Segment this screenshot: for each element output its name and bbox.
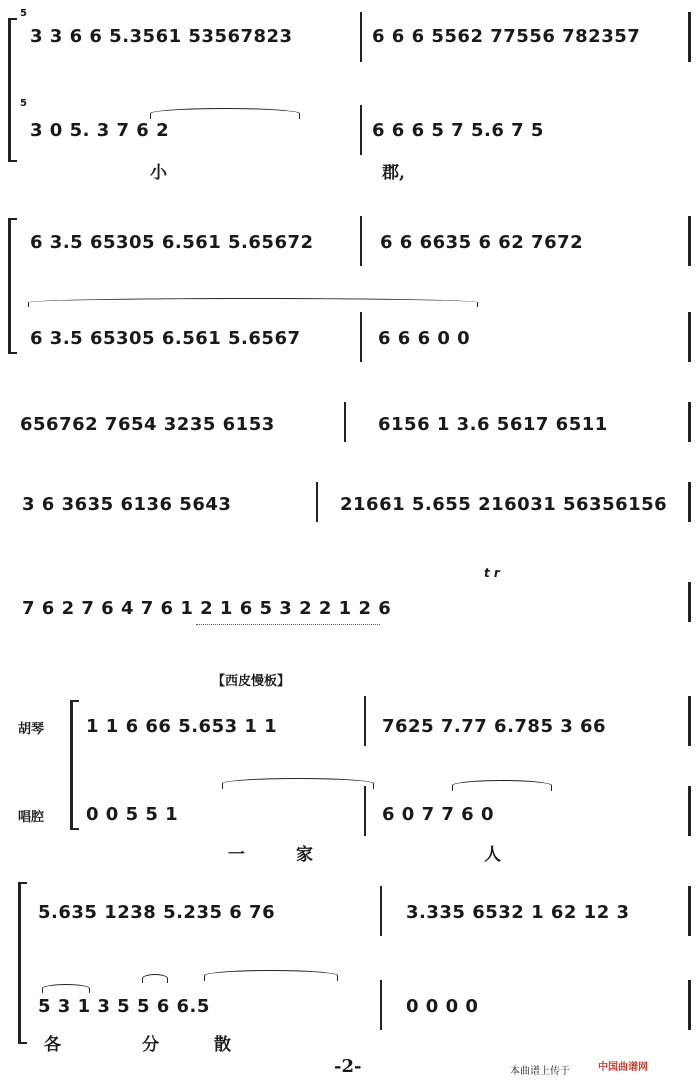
slur xyxy=(42,984,90,993)
melody-segment: 6 0 7 7 6 0 xyxy=(382,804,494,825)
barline xyxy=(380,980,382,1030)
melody-segment: 5 3 1 3 5 5 6 6.5 xyxy=(38,996,210,1017)
melody-segment: 6 6 6 5562 77556 782357 xyxy=(372,26,641,47)
barline xyxy=(688,482,691,522)
lyric: 人 xyxy=(484,845,501,865)
melody-segment: 6 3.5 65305 6.561 5.65672 xyxy=(30,232,314,253)
barline xyxy=(688,216,691,266)
melody-segment: 0 0 5 5 1 xyxy=(86,804,179,825)
melody-segment: 6 3.5 65305 6.561 5.6567 xyxy=(30,328,301,349)
barline xyxy=(688,980,691,1030)
barline xyxy=(688,12,691,62)
barline xyxy=(364,786,366,836)
barline xyxy=(688,696,691,746)
melody-segment: 7 6 2 7 6 4 7 6 1 2 1 6 5 3 2 2 1 2 6 xyxy=(22,598,392,619)
barline xyxy=(360,12,362,62)
lyric: 各 xyxy=(44,1035,61,1055)
slur xyxy=(222,778,374,789)
slur xyxy=(28,298,478,307)
upload-note: 本曲谱上传于 xyxy=(510,1066,570,1077)
barline xyxy=(364,696,366,746)
lyric: 散 xyxy=(214,1035,231,1055)
slur xyxy=(452,780,552,791)
trill-mark: t r xyxy=(484,566,500,580)
system-brace xyxy=(8,18,17,162)
barline xyxy=(380,886,382,936)
melody-segment: 3 0 5. 3 7 6 2 xyxy=(30,120,170,141)
melody-segment: 6156 1 3.6 5617 6511 xyxy=(378,414,608,435)
section-title: 【西皮慢板】 xyxy=(212,674,291,689)
part-label: 唱腔 xyxy=(18,810,45,825)
melody-segment: 656762 7654 3235 6153 xyxy=(20,414,275,435)
lyric: 小 xyxy=(150,163,167,183)
barline xyxy=(360,312,362,362)
melody-segment: 21661 5.655 216031 56356156 xyxy=(340,494,668,515)
barline xyxy=(316,482,318,522)
dotted-line xyxy=(196,624,380,625)
grace-note: 5 xyxy=(20,8,27,19)
slur xyxy=(204,970,338,981)
system-brace xyxy=(18,882,27,1044)
melody-segment: 0 0 0 0 xyxy=(406,996,479,1017)
barline xyxy=(688,402,691,442)
barline xyxy=(688,312,691,362)
melody-segment: 3 6 3635 6136 5643 xyxy=(22,494,232,515)
melody-segment: 1 1 6 66 5.653 1 1 xyxy=(86,716,278,737)
melody-segment: 5.635 1238 5.235 6 76 xyxy=(38,902,276,923)
system-brace xyxy=(8,218,17,354)
melody-segment: 3.335 6532 1 62 12 3 xyxy=(406,902,630,923)
barline xyxy=(360,105,362,155)
site-logo: 中国曲谱网 xyxy=(598,1062,648,1073)
lyric: 分 xyxy=(142,1035,159,1055)
barline xyxy=(360,216,362,266)
lyric: 一 xyxy=(228,845,245,865)
page-number: -2- xyxy=(334,1056,362,1077)
barline xyxy=(688,786,691,836)
system-brace xyxy=(70,700,79,830)
melody-segment: 6 6 6635 6 62 7672 xyxy=(380,232,584,253)
grace-note: 5 xyxy=(20,98,27,109)
lyric: 家 xyxy=(296,845,313,865)
barline xyxy=(688,582,691,622)
melody-segment: 3 3 6 6 5.3561 53567823 xyxy=(30,26,293,47)
melody-segment: 7625 7.77 6.785 3 66 xyxy=(382,716,607,737)
slur xyxy=(150,108,300,119)
barline xyxy=(688,886,691,936)
lyric: 郡, xyxy=(382,163,405,183)
part-label: 胡琴 xyxy=(18,722,45,737)
melody-segment: 6 6 6 5 7 5.6 7 5 xyxy=(372,120,544,141)
barline xyxy=(344,402,346,442)
melody-segment: 6 6 6 0 0 xyxy=(378,328,471,349)
slur xyxy=(142,974,168,983)
